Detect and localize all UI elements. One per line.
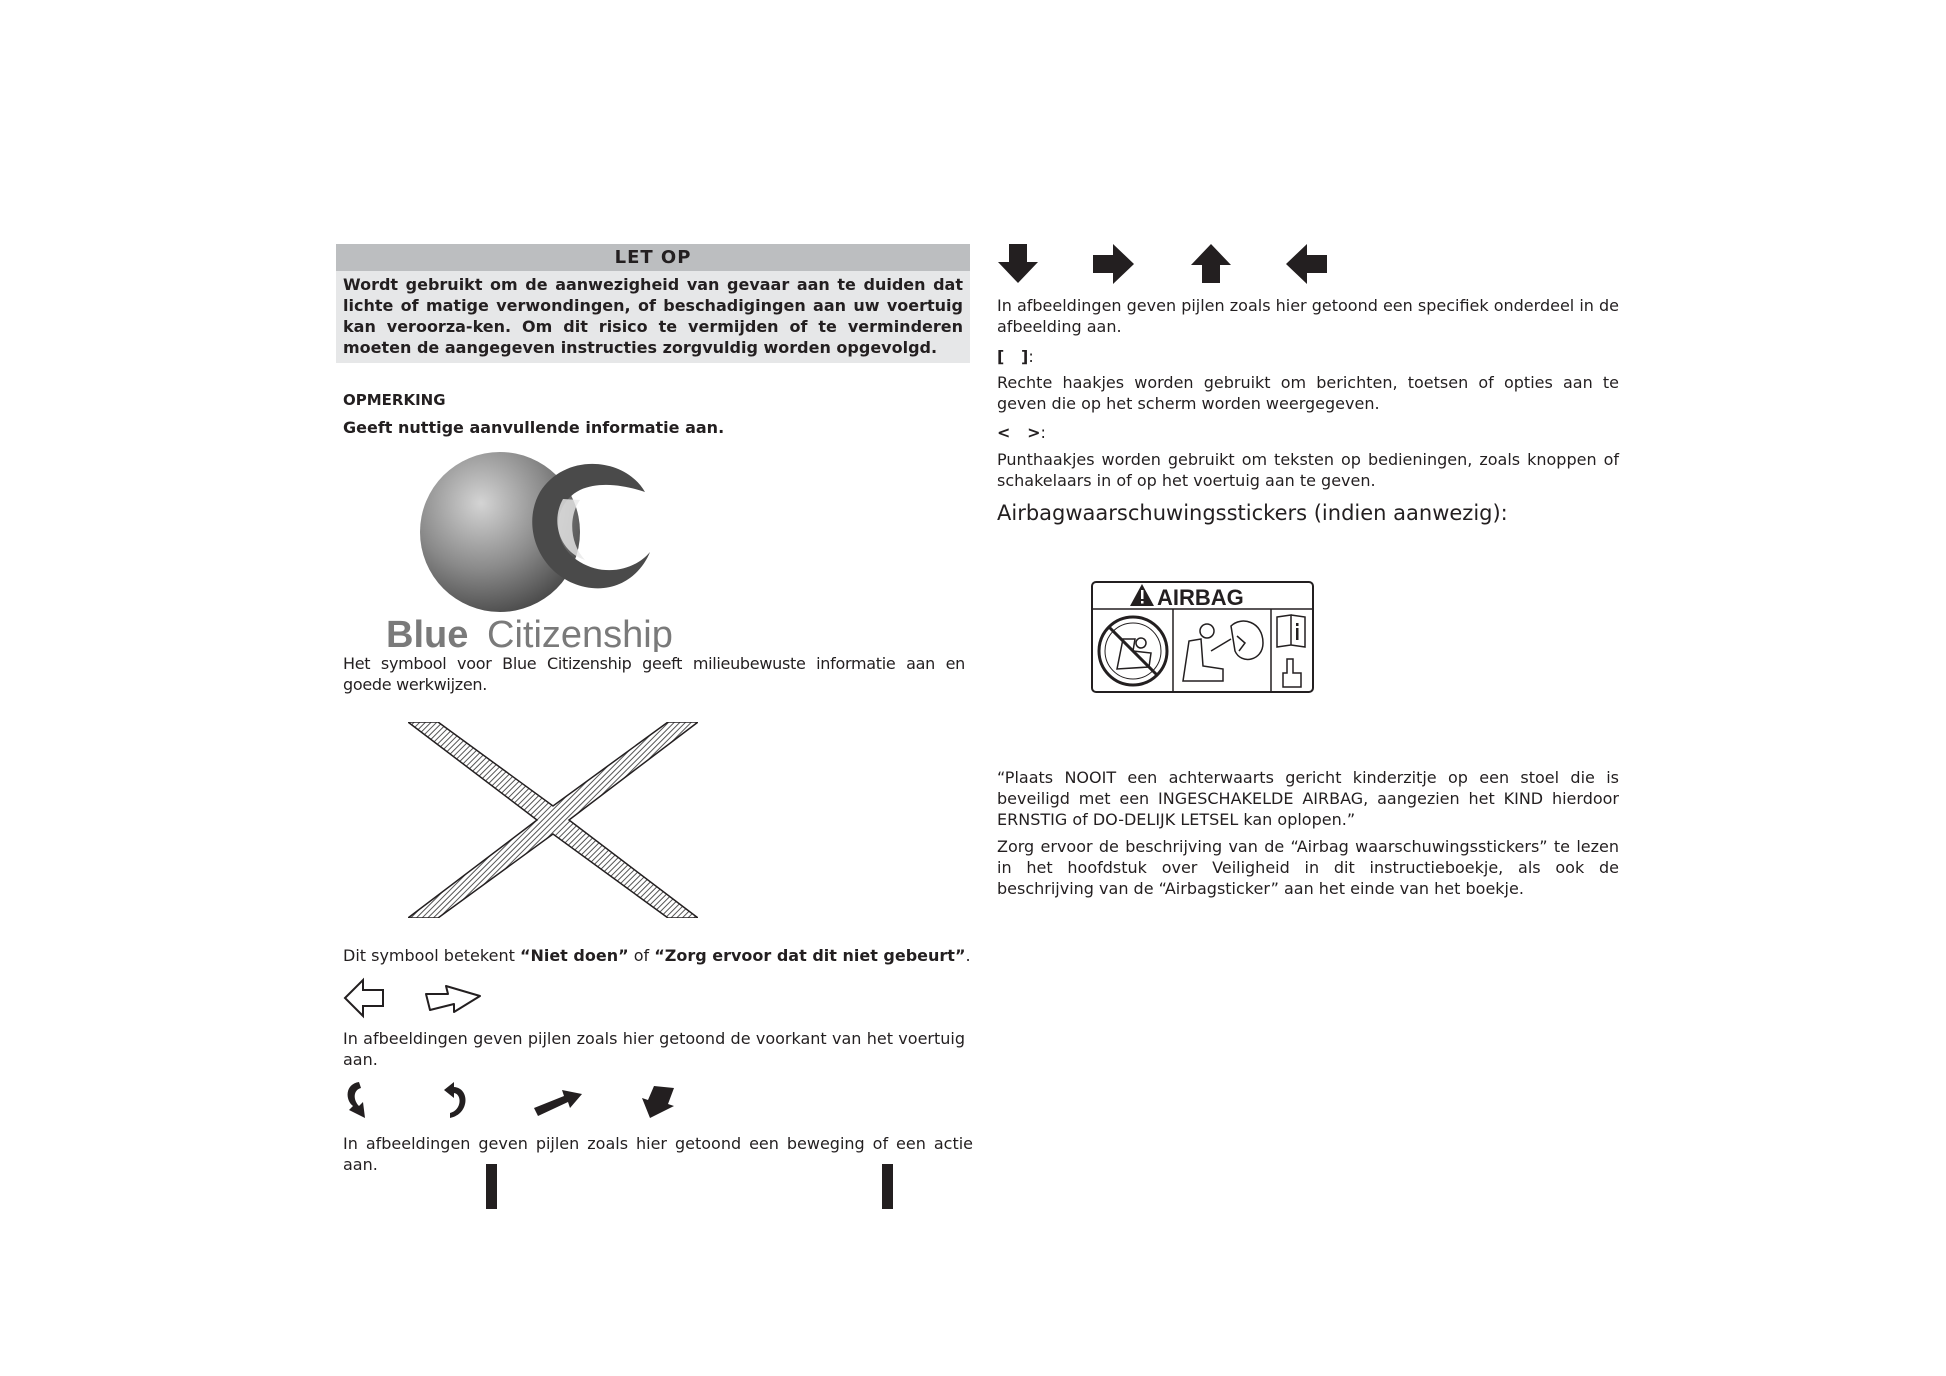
airbag-reading-note: Zorg ervoor de beschrijving van de “Airbag waarschuwingsstickers” te lezen in het hoofdstuk over Veiligheid in dit instructieboekje, als ook de beschrijving van de “Airbagsticker” aan het einde van het boekje. <box>997 837 1619 898</box>
logo-word-citizenship: Citizenship <box>487 614 673 652</box>
arrow-right-icon <box>1093 244 1135 284</box>
prevent-term: “Zorg ervoor dat dit niet gebeurt” <box>654 946 966 965</box>
blue-citizenship-logo <box>380 452 720 652</box>
front-arrow-perspective-icon <box>424 982 482 1014</box>
part-arrows-description: In afbeeldingen geven pijlen zoals hier getoond een specifiek onderdeel in de afbeelding aan. <box>997 296 1619 336</box>
rotate-arrow-icon <box>343 1080 373 1122</box>
airbag-warning-label <box>1091 581 1314 693</box>
caution-title: LET OP <box>336 244 970 271</box>
front-arrow-left-icon <box>343 977 385 1019</box>
blue-citizenship-description: Het symbool voor Blue Citizenship geeft milieubewuste informatie aan en goede werkwijzen. <box>343 654 965 694</box>
airbag-warning-quote: “Plaats NOOIT een achterwaarts gericht kinderzitje op een stoel die is beveiligd met een INGESCHAKELDE AIRBAG, aangezien het KIND hierdoor ERNSTIG of DO-DELIJK LETSEL kan oplopen.” <box>997 768 1619 829</box>
arrow-left-icon <box>1286 244 1328 284</box>
square-brackets-label: [ ]: <box>997 347 1034 366</box>
airbag-label-title: AIRBAG <box>1157 585 1244 610</box>
caution-body: Wordt gebruikt om de aanwezigheid van gevaar aan te duiden dat lichte of matige verwondingen, of beschadigingen aan uw voertuig kan veroorza-ken. Om dit risico te vermijden of te verminderen moeten de aangegeven instructies zorgvuldig worden opgevolgd. <box>343 275 963 357</box>
note-heading: OPMERKING <box>343 391 446 409</box>
airbag-heading: Airbagwaarschuwingsstickers (indien aanwezig): <box>997 501 1508 525</box>
angle-brackets-label: < >: <box>997 423 1046 442</box>
logo-word-blue: Blue <box>386 614 469 652</box>
front-arrows-description: In afbeeldingen geven pijlen zoals hier getoond de voorkant van het voertuig aan. <box>343 1029 965 1069</box>
push-down-arrow-icon <box>640 1084 676 1120</box>
do-not-description: Dit symbool betekent “Niet doen” of “Zorg ervoor dat dit niet gebeurt”. <box>343 946 971 965</box>
cross-out-icon <box>408 722 698 918</box>
movement-arrows-description: In afbeeldingen geven pijlen zoals hier getoond een beweging of een actie aan. <box>343 1134 973 1174</box>
angle-brackets-description: Punthaakjes worden gebruikt om teksten op bedieningen, zoals knoppen of schakelaars in of op het voertuig aan te geven. <box>997 450 1619 490</box>
caution-box <box>336 244 970 363</box>
diagonal-move-arrow-icon <box>532 1086 584 1118</box>
column-marker-bar <box>486 1164 497 1209</box>
square-brackets-description: Rechte haakjes worden gebruikt om berichten, toetsen of opties aan te geven die op het scherm worden weergegeven. <box>997 373 1619 413</box>
note-text: Geeft nuttige aanvullende informatie aan. <box>343 418 725 437</box>
no-rear-facing-child-seat-icon <box>1099 617 1167 685</box>
column-marker-bar <box>882 1164 893 1209</box>
return-arrow-icon <box>440 1080 470 1122</box>
arrow-up-icon <box>1190 244 1232 284</box>
blue-citizenship-icon <box>380 452 720 652</box>
do-not-term: “Niet doen” <box>519 946 629 965</box>
do-not-symbol <box>408 722 698 918</box>
arrow-down-icon <box>997 244 1039 284</box>
